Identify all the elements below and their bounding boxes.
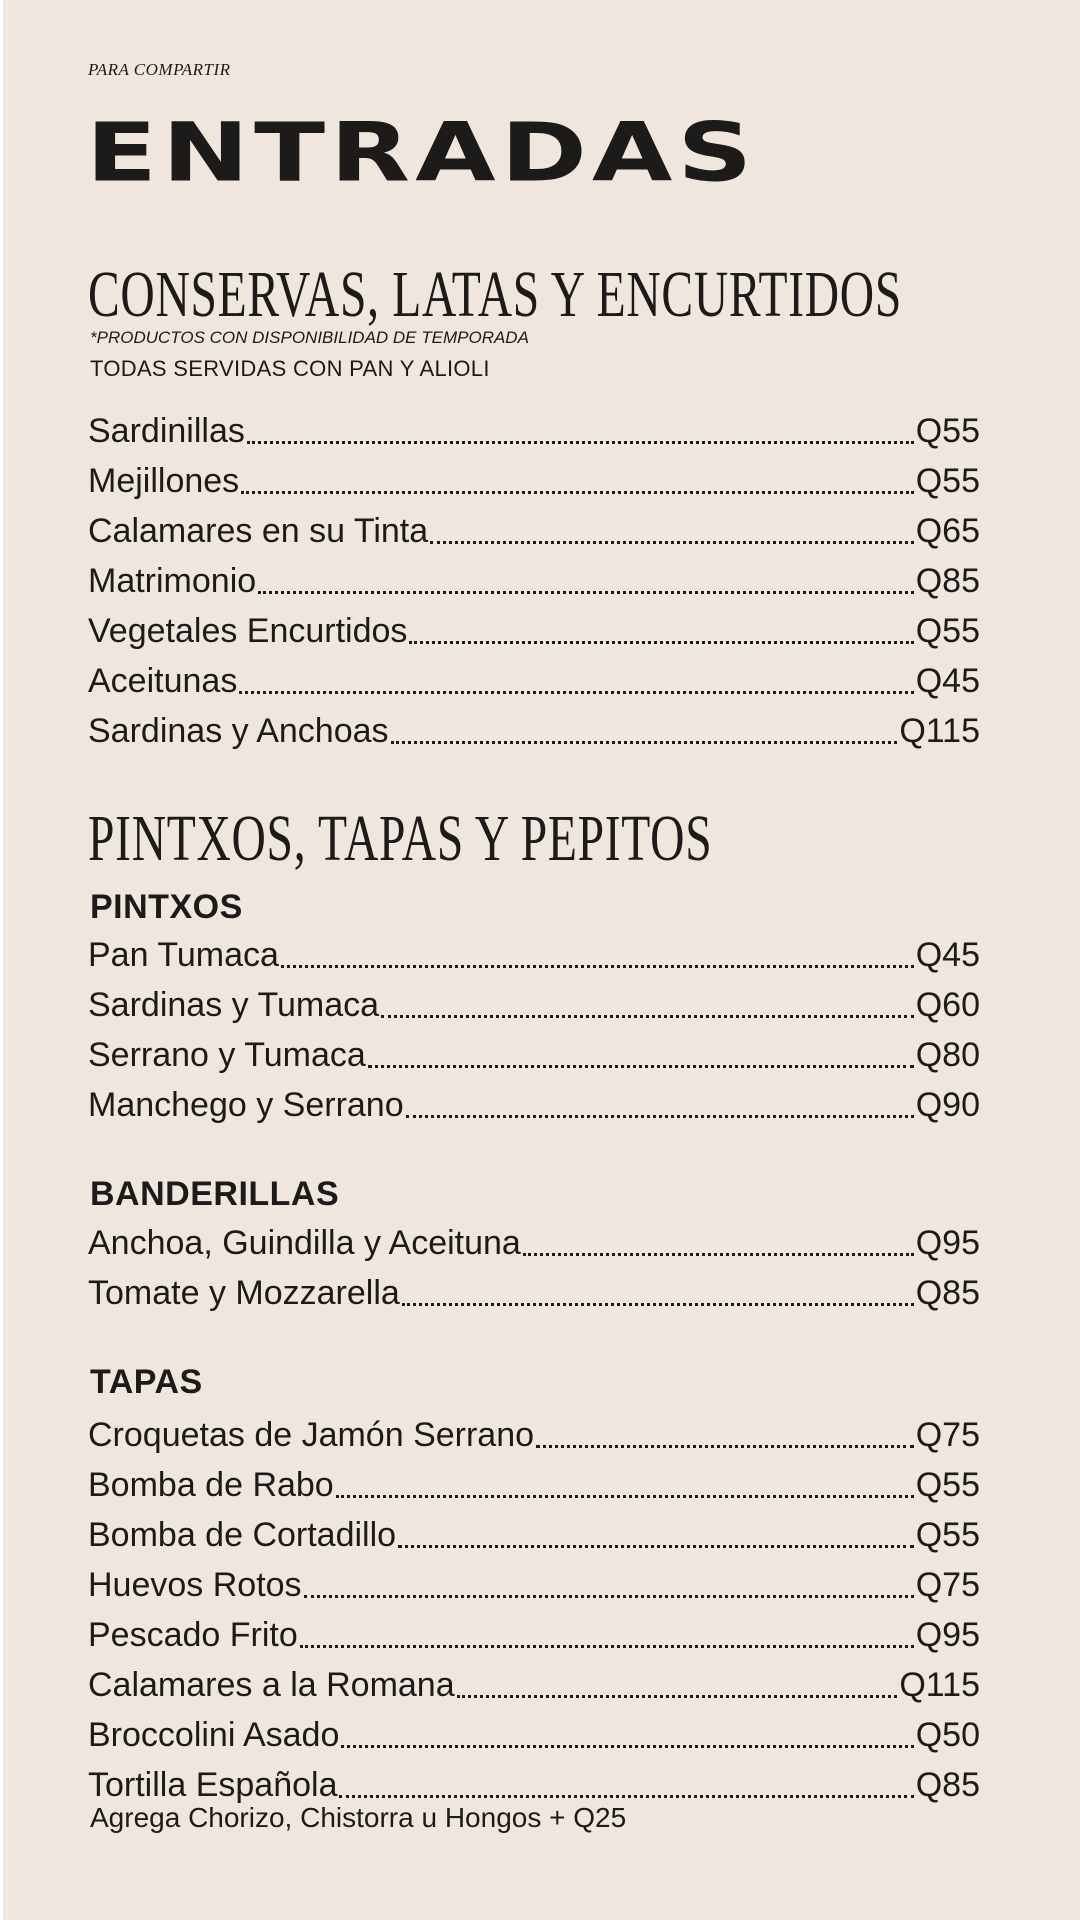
menu-item-price: Q55 [915, 1516, 980, 1554]
menu-item-name: Pan Tumaca [88, 936, 279, 974]
menu-item-price: Q45 [915, 662, 980, 700]
menu-item-name: Calamares a la Romana [88, 1666, 455, 1704]
dot-leader [536, 1445, 914, 1448]
menu-item-name: Bomba de Cortadillo [88, 1516, 397, 1554]
menu-item-price: Q80 [915, 1036, 980, 1074]
menu-item-price: Q95 [915, 1616, 980, 1654]
dot-leader [341, 1745, 913, 1748]
menu-item [88, 456, 980, 506]
menu-item-name: Matrimonio [88, 562, 257, 600]
dot-leader [339, 1795, 913, 1798]
menu-item-name: Aceitunas [88, 662, 238, 700]
dot-leader [457, 1695, 898, 1698]
menu-item-name: Huevos Rotos [88, 1566, 302, 1604]
menu-item [88, 1560, 980, 1610]
page-title: ENTRADAS [86, 104, 758, 201]
menu-item [88, 1460, 980, 1510]
dot-leader [430, 541, 914, 544]
menu-item-name: Calamares en su Tinta [88, 512, 429, 550]
subheading-pintxos: PINTXOS [90, 888, 243, 926]
dot-leader [258, 591, 914, 594]
menu-item-price: Q55 [915, 1466, 980, 1504]
menu-item-price: Q115 [899, 1666, 980, 1704]
dot-leader [247, 441, 914, 444]
menu-item-name: Broccolini Asado [88, 1716, 340, 1754]
dot-leader [523, 1253, 914, 1256]
dot-leader [368, 1065, 914, 1068]
menu-item-price: Q90 [915, 1086, 980, 1124]
menu-item [88, 656, 980, 706]
menu-item-price: Q75 [915, 1566, 980, 1604]
menu-item-price: Q85 [915, 562, 980, 600]
dot-leader [398, 1545, 914, 1548]
menu-item [88, 406, 980, 456]
menu-item-name: Anchoa, Guindilla y Aceituna [88, 1224, 521, 1262]
menu-item [88, 1268, 980, 1318]
dot-leader [409, 641, 913, 644]
menu-item-name: Tomate y Mozzarella [88, 1274, 400, 1312]
dot-leader [281, 965, 914, 968]
menu-item-price: Q50 [915, 1716, 980, 1754]
dot-leader [304, 1595, 914, 1598]
subheading-tapas: TAPAS [90, 1363, 203, 1401]
dot-leader [391, 741, 898, 744]
menu-item [88, 1710, 980, 1760]
menu-item-price: Q115 [899, 712, 980, 750]
subheading-banderillas: BANDERILLAS [90, 1175, 340, 1213]
menu-item-name: Sardinas y Tumaca [88, 986, 380, 1024]
menu-item-price: Q85 [915, 1766, 980, 1804]
dot-leader [300, 1645, 914, 1648]
left-edge-strip [0, 0, 3, 1920]
menu-item-price: Q85 [915, 1274, 980, 1312]
menu-item [88, 706, 980, 756]
menu-item [88, 1030, 980, 1080]
menu-item [88, 1080, 980, 1130]
menu-item [88, 606, 980, 656]
menu-item [88, 556, 980, 606]
menu-item [88, 980, 980, 1030]
menu-item [88, 1410, 980, 1460]
section-heading-conservas: CONSERVAS, LATAS Y ENCURTIDOS [88, 258, 902, 331]
menu-item-price: Q55 [915, 612, 980, 650]
menu-item [88, 1660, 980, 1710]
dot-leader [336, 1495, 914, 1498]
served-with-note: TODAS SERVIDAS CON PAN Y ALIOLI [90, 356, 490, 381]
menu-item-name: Bomba de Rabo [88, 1466, 334, 1504]
kicker-label: PARA COMPARTIR [88, 60, 231, 79]
conservas-list [88, 406, 980, 756]
menu-item-name: Manchego y Serrano [88, 1086, 404, 1124]
banderillas-list [88, 1218, 980, 1318]
availability-note: *PRODUCTOS CON DISPONIBILIDAD DE TEMPORADA [90, 328, 529, 347]
menu-item-name: Serrano y Tumaca [88, 1036, 366, 1074]
menu-item-price: Q55 [915, 462, 980, 500]
menu-item-price: Q95 [915, 1224, 980, 1262]
pintxos-list [88, 930, 980, 1130]
menu-item [88, 1510, 980, 1560]
tapas-list [88, 1410, 980, 1810]
menu-item [88, 1610, 980, 1660]
dot-leader [402, 1303, 914, 1306]
menu-item-name: Sardinas y Anchoas [88, 712, 389, 750]
dot-leader [241, 491, 914, 494]
menu-item-price: Q45 [915, 936, 980, 974]
dot-leader [239, 691, 913, 694]
tapas-addon-note: Agrega Chorizo, Chistorra u Hongos + Q25 [90, 1802, 627, 1833]
dot-leader [406, 1115, 914, 1118]
dot-leader [381, 1015, 914, 1018]
menu-item-name: Mejillones [88, 462, 240, 500]
menu-item-price: Q75 [915, 1416, 980, 1454]
menu-item-price: Q60 [915, 986, 980, 1024]
menu-item-price: Q65 [915, 512, 980, 550]
menu-item-name: Croquetas de Jamón Serrano [88, 1416, 535, 1454]
menu-item [88, 930, 980, 980]
menu-item-name: Sardinillas [88, 412, 245, 450]
menu-item-name: Tortilla Española [88, 1766, 338, 1804]
menu-item-name: Vegetales Encurtidos [88, 612, 408, 650]
menu-item [88, 506, 980, 556]
section-heading-pintxos-tapas: PINTXOS, TAPAS Y PEPITOS [88, 802, 713, 875]
menu-item-price: Q55 [915, 412, 980, 450]
menu-item [88, 1218, 980, 1268]
menu-item-name: Pescado Frito [88, 1616, 298, 1654]
